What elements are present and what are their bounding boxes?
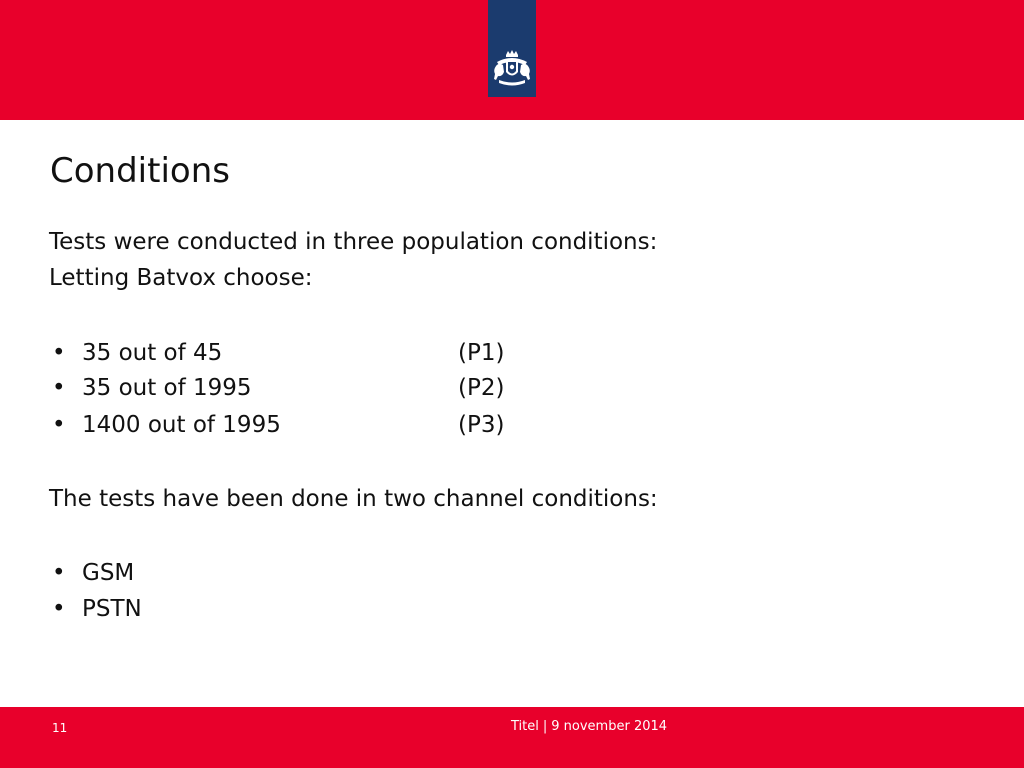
intro-line: Tests were conducted in three population conditions: — [49, 229, 658, 255]
channel-condition-label: PSTN — [82, 596, 142, 622]
channel-intro: The tests have been done in two channel conditions: — [49, 486, 658, 512]
coat-of-arms-icon — [492, 50, 532, 88]
population-condition-label: 35 out of 1995 — [82, 375, 252, 401]
bullet-icon: • — [52, 412, 66, 438]
population-condition-label: 35 out of 45 — [82, 340, 223, 366]
footer-separator: | — [542, 719, 548, 734]
population-condition-label: 1400 out of 1995 — [82, 412, 281, 438]
page-number: 11 — [52, 721, 68, 735]
channel-condition-label: GSM — [82, 560, 135, 586]
footer-date: 9 november 2014 — [551, 719, 668, 734]
slide-title: Conditions — [50, 151, 230, 191]
bullet-icon: • — [52, 375, 66, 401]
footer-title: Titel — [511, 719, 539, 734]
footer-caption — [511, 719, 667, 735]
population-condition-code: (P2) — [458, 375, 505, 401]
bullet-icon: • — [52, 596, 66, 622]
population-condition-code: (P3) — [458, 412, 505, 438]
bullet-icon: • — [52, 560, 66, 586]
bullet-icon: • — [52, 340, 66, 366]
footer-band — [0, 707, 1024, 768]
intro-line: Letting Batvox choose: — [49, 265, 313, 291]
logo-ribbon — [488, 0, 536, 97]
population-condition-code: (P1) — [458, 340, 505, 366]
